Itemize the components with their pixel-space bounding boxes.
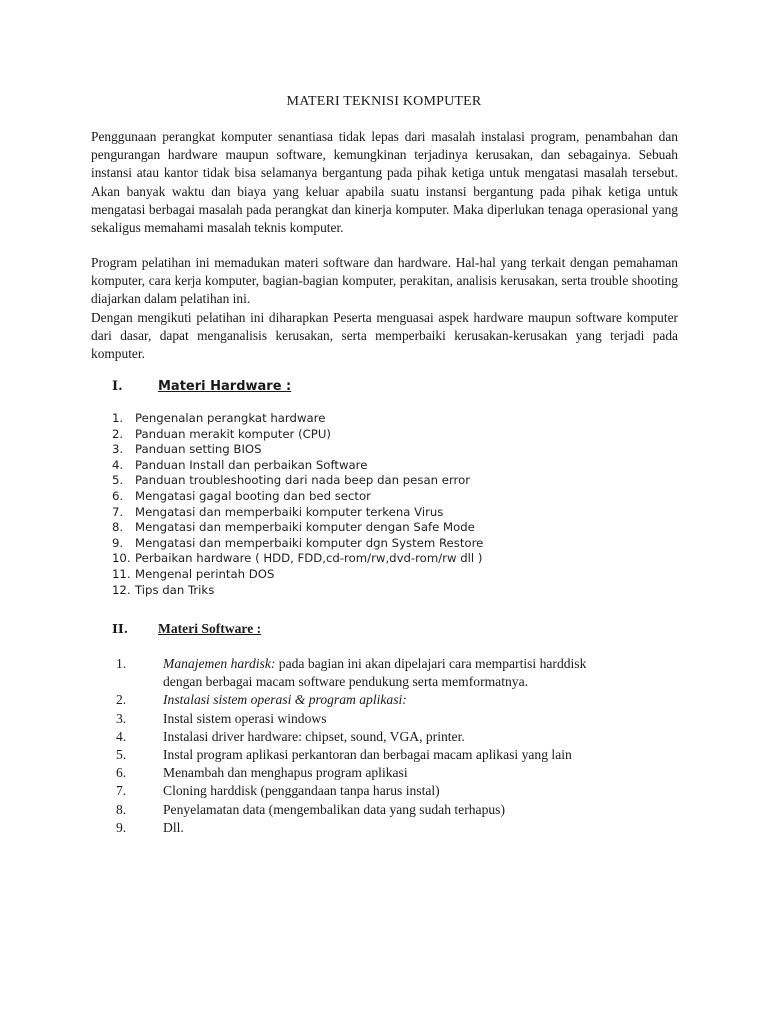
- item-text: Dll.: [163, 819, 184, 835]
- list-item: [116, 819, 586, 837]
- item-text: Pengenalan perangkat hardware: [135, 411, 326, 425]
- section-number: II.: [112, 621, 129, 636]
- list-item: [112, 442, 483, 458]
- list-item: [112, 411, 483, 427]
- item-text: Mengatasi dan memperbaiki komputer terkena Virus: [135, 504, 444, 519]
- item-text: Instal program aplikasi perkantoran dan berbagai macam aplikasi yang lain: [163, 747, 572, 763]
- item-number: 6.: [112, 488, 124, 503]
- list-item: [112, 458, 483, 474]
- item-number: 3.: [112, 442, 124, 457]
- item-number: 11.: [112, 566, 131, 581]
- list-item: [112, 427, 483, 443]
- section-label: Materi Hardware :: [158, 379, 292, 394]
- software-list: [116, 655, 586, 837]
- item-number: 4.: [112, 457, 124, 472]
- list-item: [112, 567, 483, 583]
- item-number: 10.: [112, 551, 131, 566]
- item-text: Penyelamatan data (mengembalikan data yang sudah terhapus): [163, 801, 505, 817]
- item-number: 5.: [116, 747, 127, 763]
- item-text: Instal sistem operasi windows: [163, 710, 327, 726]
- item-text: pada bagian ini akan dipelajari cara mempartisi harddisk: [275, 656, 587, 671]
- goal-paragraph: Dengan mengikuti pelatihan ini diharapkan Peserta menguasai aspek hardware maupun software komputer dari dasar, dapat menganalisis kerusakan, serta memperbaiki kerusakan-kerusakan yang terjadi pada komputer.: [91, 310, 678, 362]
- item-number: 3.: [116, 710, 127, 726]
- intro-paragraph: Penggunaan perangkat komputer senantiasa tidak lepas dari masalah instalasi program, penambahan dan pengurangan hardware maupun software, kemungkinan terjadinya kerusakan, dan sebagainya. Sebuah instansi atau kantor tidak bisa selamanya bergantung pada pihak ketiga untuk mengatasi masalah tersebut. Akan banyak waktu dan biaya yang keluar apabila suatu instansi bergantung pada pihak ketiga untuk mengatasi berbagai masalah pada perangkat dan kinerja komputer. Maka diperlukan tenaga operasional yang sekaligus memahami masalah teknis komputer.: [91, 129, 678, 236]
- item-number: 7.: [116, 783, 127, 799]
- item-number: 4.: [116, 728, 127, 744]
- hardware-list: [112, 411, 483, 598]
- list-item: [116, 710, 586, 728]
- list-item: [112, 536, 483, 552]
- list-item: [116, 782, 586, 800]
- item-text: Panduan setting BIOS: [135, 442, 262, 457]
- list-item: [112, 489, 483, 505]
- program-paragraph: Program pelatihan ini memadukan materi software dan hardware. Hal-hal yang terkait dengan pemahaman komputer, cara kerja komputer, bagian-bagian komputer, perakitan, analisis kerusakan, serta trouble shooting diajarkan dalam pelatihan ini.: [91, 255, 678, 307]
- item-number: 12.: [112, 582, 131, 597]
- item-number: 2.: [112, 426, 124, 441]
- hardware-section-heading: [112, 379, 291, 394]
- list-item: [112, 520, 483, 536]
- item-text: Panduan merakit komputer (CPU): [135, 426, 331, 441]
- item-text: Panduan Install dan perbaikan Software: [135, 457, 368, 472]
- item-number: 9.: [112, 535, 124, 550]
- list-item: [112, 551, 483, 567]
- section-label: Materi Software :: [158, 621, 262, 636]
- list-item: [112, 505, 483, 521]
- item-italic-text: Instalasi sistem operasi & program aplikasi:: [163, 692, 407, 708]
- item-text: Menambah dan menghapus program aplikasi: [163, 765, 408, 781]
- list-item: [116, 746, 586, 764]
- item-text: Panduan troubleshooting dari nada beep dan pesan error: [135, 473, 471, 488]
- item-number: 5.: [112, 473, 124, 488]
- item-number: 7.: [112, 504, 124, 519]
- item-text: Perbaikan hardware ( HDD, FDD,cd-rom/rw,dvd-rom/rw dll ): [135, 551, 483, 566]
- list-item: [116, 691, 586, 709]
- item-number: 8.: [112, 520, 124, 535]
- item-text: Mengatasi gagal booting dan bed sector: [135, 488, 371, 503]
- item-text-continuation: dengan berbagai macam software pendukung serta memformatnya.: [163, 674, 529, 690]
- item-number: 9.: [116, 819, 127, 835]
- section-number: I.: [112, 379, 123, 394]
- list-item: [116, 764, 586, 782]
- list-item: [116, 801, 586, 819]
- list-item: [116, 728, 586, 746]
- item-number: 2.: [116, 692, 127, 708]
- software-section-heading: [112, 621, 261, 637]
- item-text: Mengenal perintah DOS: [135, 566, 275, 581]
- item-number: 1.: [116, 656, 127, 671]
- item-number: 6.: [116, 765, 127, 781]
- list-item: [112, 473, 483, 489]
- item-body: [163, 655, 586, 691]
- document-title: MATERI TEKNISI KOMPUTER: [286, 94, 482, 109]
- item-text: Mengatasi dan memperbaiki komputer dengan Safe Mode: [135, 520, 475, 535]
- item-text: Cloning harddisk (penggandaan tanpa harus instal): [163, 783, 440, 799]
- list-item: [116, 655, 586, 691]
- list-item: [112, 583, 483, 599]
- item-number: 8.: [116, 801, 127, 817]
- item-number: 1.: [112, 411, 124, 425]
- item-text: Instalasi driver hardware: chipset, sound, VGA, printer.: [163, 728, 465, 744]
- item-italic-text: Manajemen hardisk:: [163, 656, 276, 671]
- item-text: Tips dan Triks: [135, 582, 215, 597]
- item-text: Mengatasi dan memperbaiki komputer dgn System Restore: [135, 535, 484, 550]
